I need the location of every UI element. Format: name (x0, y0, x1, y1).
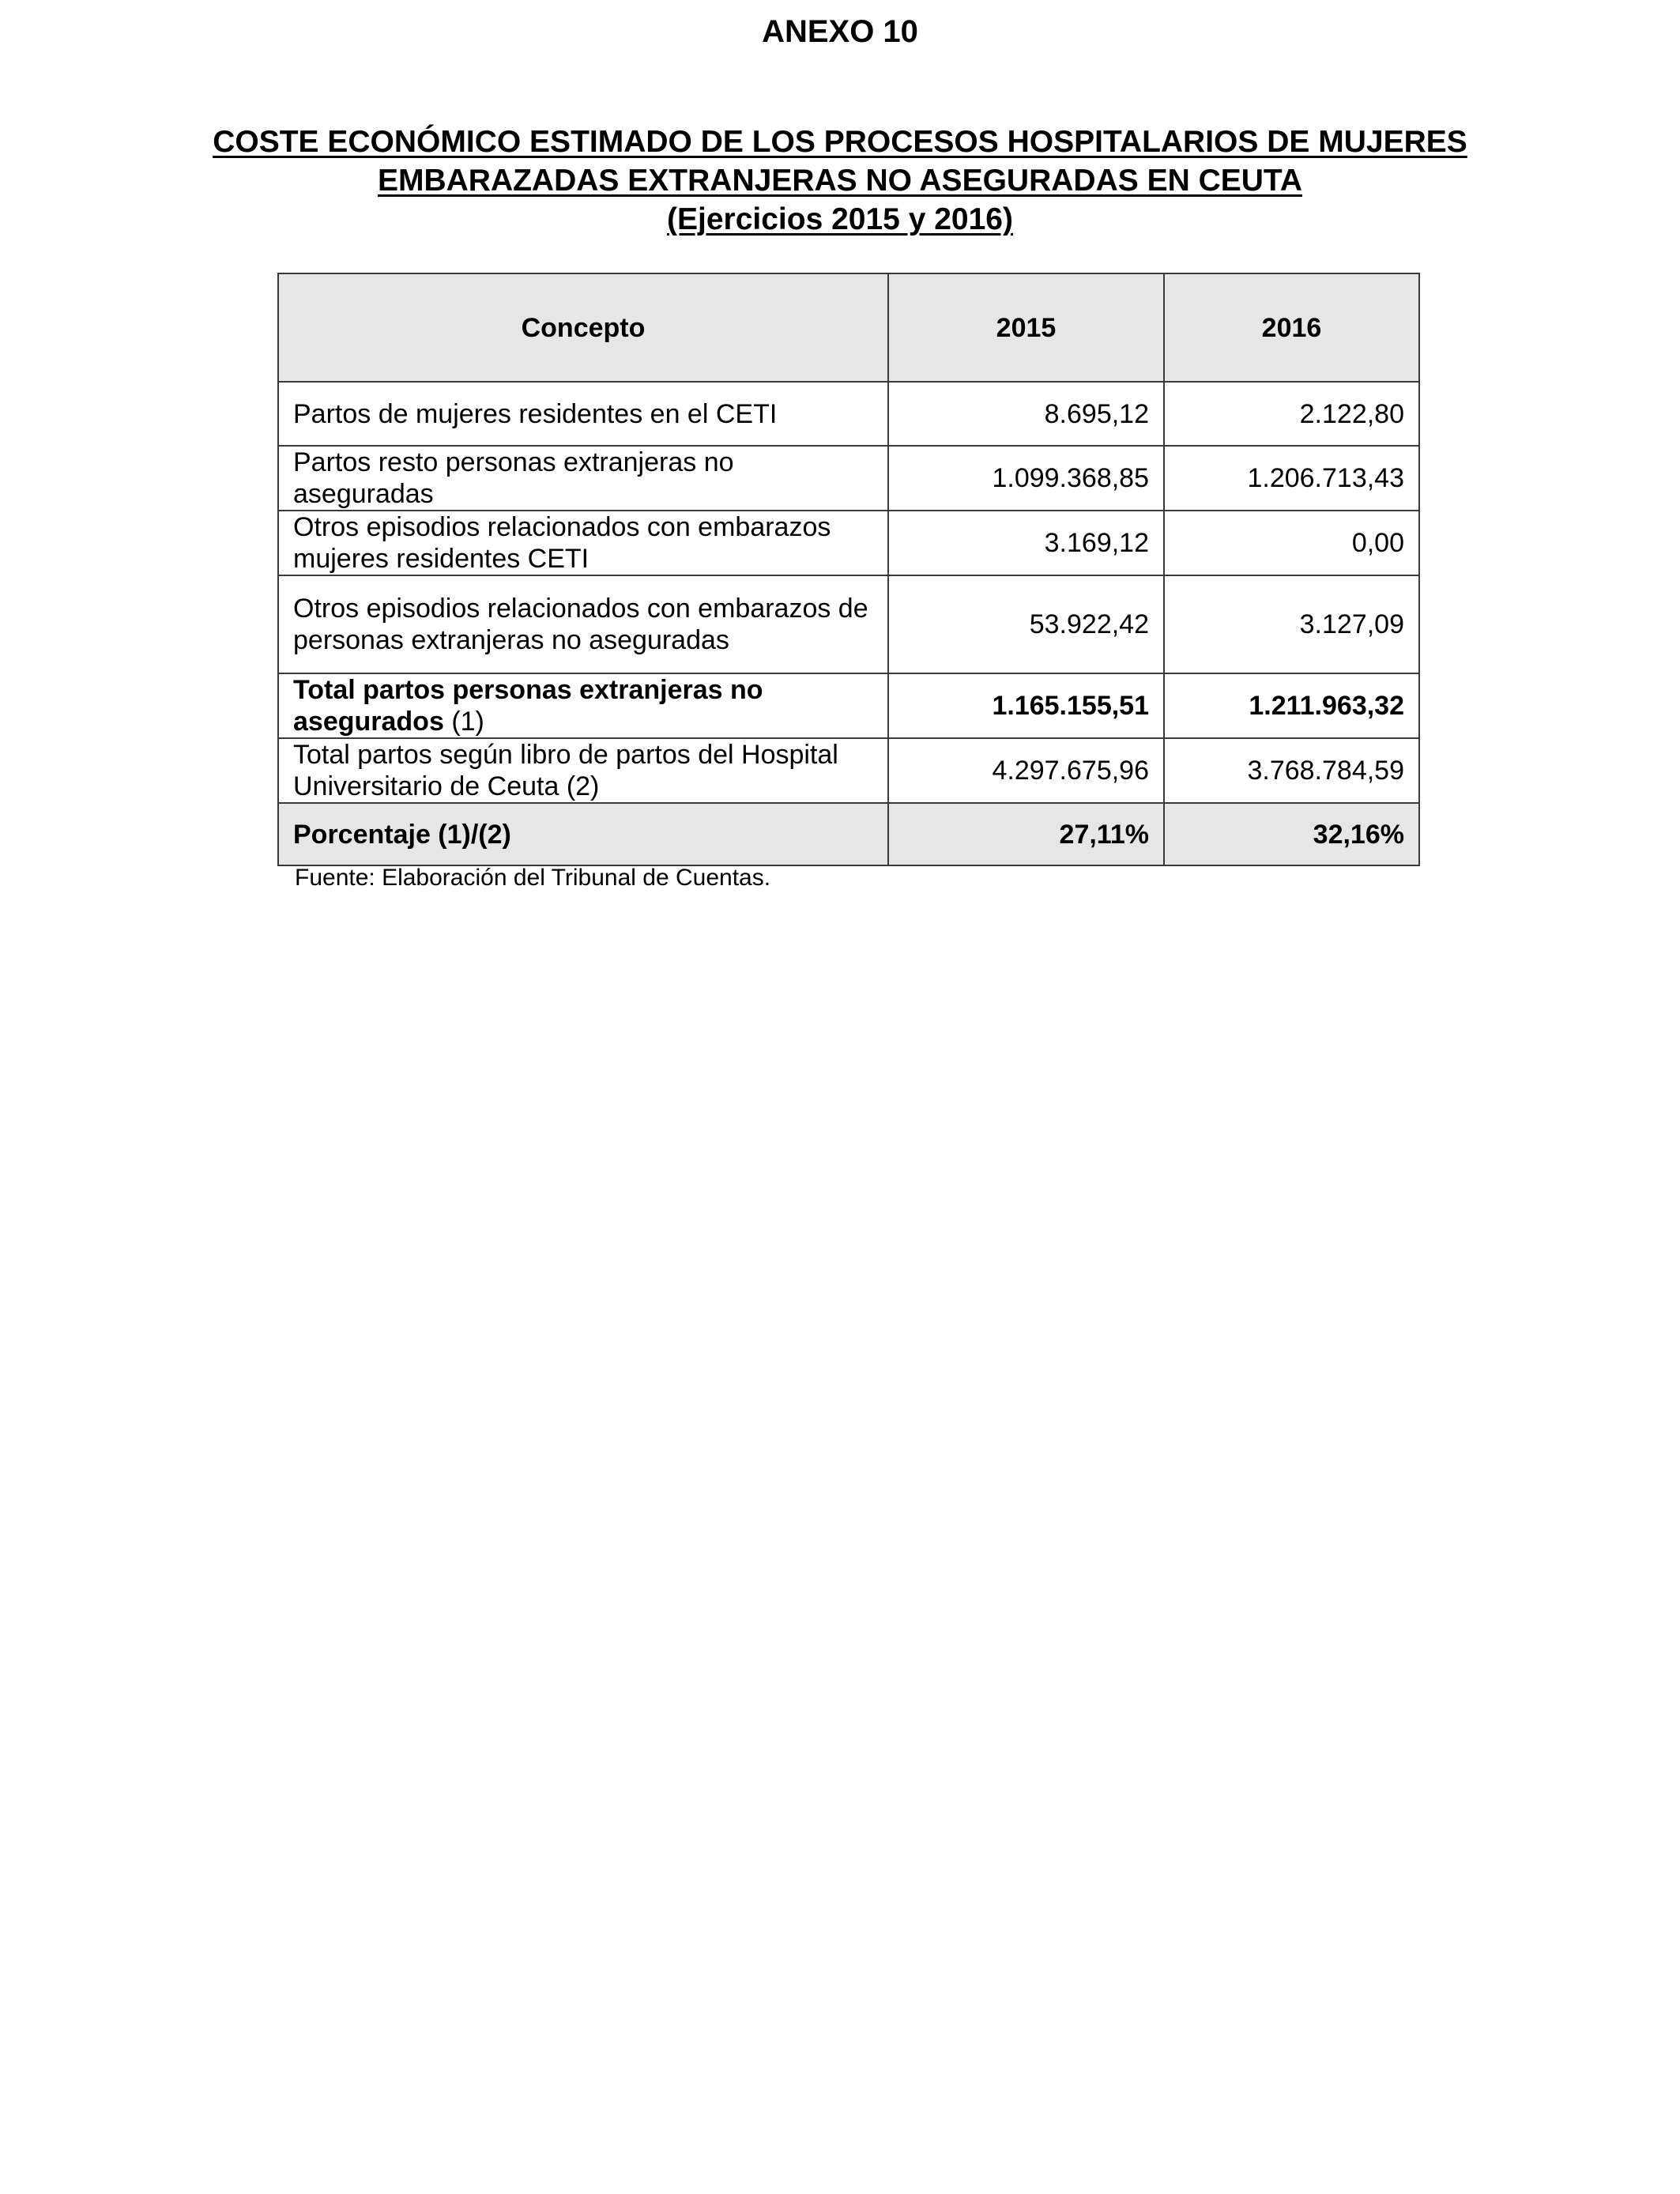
cell-2015: 4.297.675,96 (888, 738, 1164, 803)
cell-2016: 3.768.784,59 (1164, 738, 1419, 803)
header-2016: 2016 (1164, 273, 1419, 382)
table-row (278, 446, 1419, 511)
header-2015: 2015 (888, 273, 1164, 382)
cell-2016: 1.211.963,32 (1164, 673, 1419, 738)
cell-concepto: Total partos según libro de partos del Hospital Universitario de Ceuta (2) (278, 738, 888, 803)
cell-2015: 8.695,12 (888, 382, 1164, 446)
cell-2015: 1.099.368,85 (888, 446, 1164, 511)
cell-2015: 3.169,12 (888, 511, 1164, 575)
title-line-2: EMBARAZADAS EXTRANJERAS NO ASEGURADAS EN CEUTA (377, 164, 1303, 198)
header-concepto: Concepto (278, 273, 888, 382)
annex-label: ANEXO 10 (762, 14, 918, 49)
source-note: Fuente: Elaboración del Tribunal de Cuentas. (295, 865, 771, 891)
cell-2015: 27,11% (888, 803, 1164, 865)
cell-2016: 0,00 (1164, 511, 1419, 575)
cell-concepto (278, 673, 888, 738)
cell-concepto: Partos de mujeres residentes en el CETI (278, 382, 888, 446)
cell-concepto: Otros episodios relacionados con embarazos de personas extranjeras no aseguradas (278, 575, 888, 673)
cell-2015: 53.922,42 (888, 575, 1164, 673)
cell-2016: 3.127,09 (1164, 575, 1419, 673)
table-row (278, 511, 1419, 575)
cell-2016: 2.122,80 (1164, 382, 1419, 446)
cost-table (277, 273, 1420, 866)
total-label-note: (1) (451, 707, 484, 737)
cell-concepto: Porcentaje (1)/(2) (278, 803, 888, 865)
cell-2015: 1.165.155,51 (888, 673, 1164, 738)
cell-concepto: Otros episodios relacionados con embarazos mujeres residentes CETI (278, 511, 888, 575)
table-row (278, 382, 1419, 446)
table-row (278, 738, 1419, 803)
title-line-3: (Ejercicios 2015 y 2016) (667, 202, 1013, 236)
document-title (0, 123, 1680, 239)
percentage-row (278, 803, 1419, 865)
cell-2016: 1.206.713,43 (1164, 446, 1419, 511)
table-header-row (278, 273, 1419, 382)
title-line-1: COSTE ECONÓMICO ESTIMADO DE LOS PROCESOS HOSPITALARIOS DE MUJERES (213, 125, 1467, 159)
total-row (278, 673, 1419, 738)
table-row (278, 575, 1419, 673)
cell-2016: 32,16% (1164, 803, 1419, 865)
cell-concepto: Partos resto personas extranjeras no aseguradas (278, 446, 888, 511)
total-label: Total partos personas extranjeras no asegurados (293, 675, 763, 737)
